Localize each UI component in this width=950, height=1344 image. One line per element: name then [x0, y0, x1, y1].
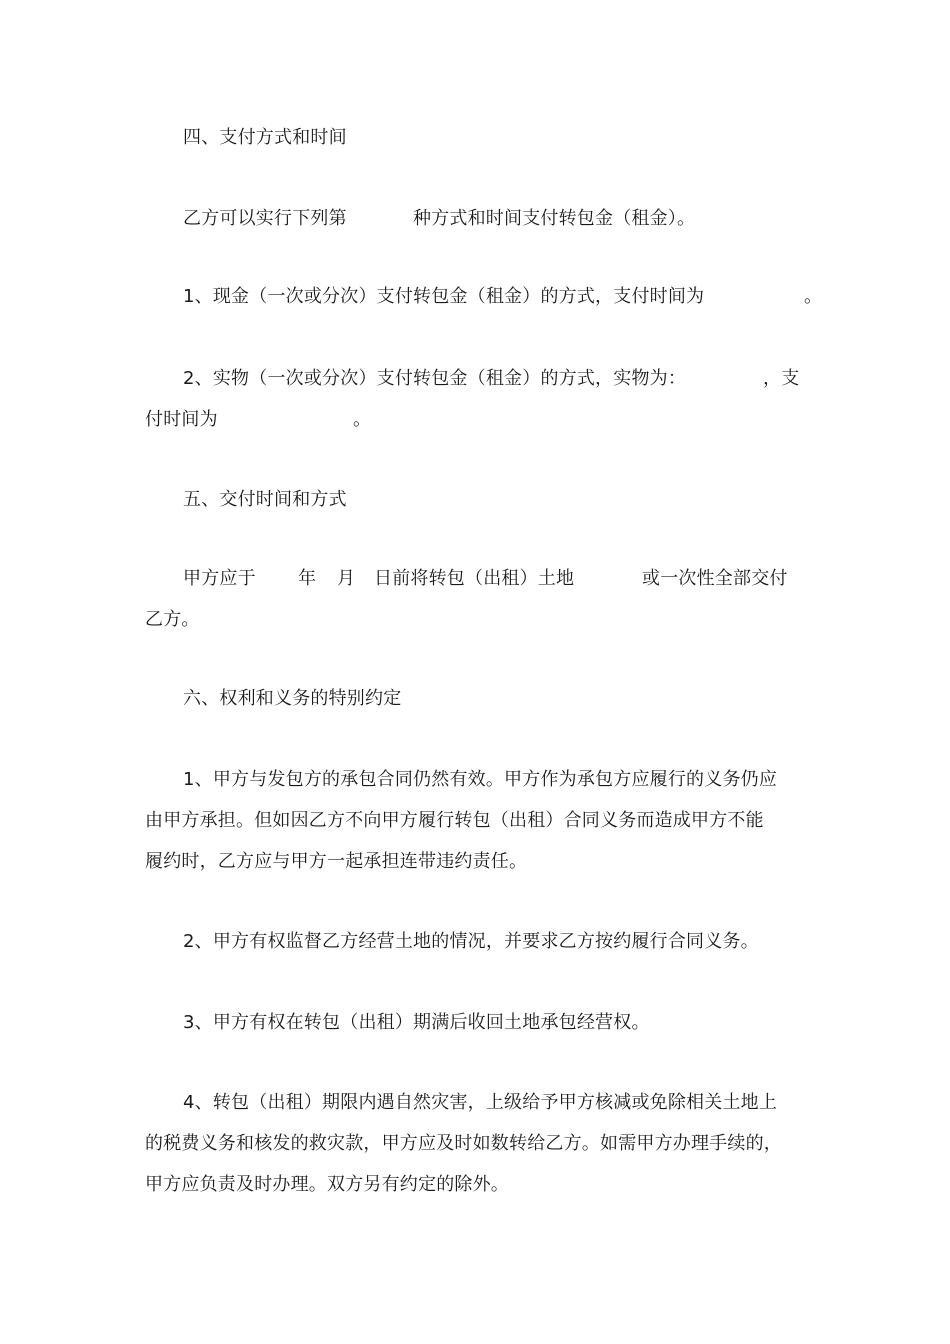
section-4-intro-part-b: 种方式和时间支付转包金（租金）。 [413, 208, 696, 229]
section-6-item-3: 3、甲方有权在转包（出租）期满后收回土地承包经营权。 [183, 1012, 650, 1033]
section-6-item-2: 2、甲方有权监督乙方经营土地的情况，并要求乙方按约履行合同义务。 [183, 931, 759, 952]
section-5-text-e: 或一次性全部交付 [642, 568, 788, 589]
section-4-intro-part-a: 乙方可以实行下列第 [183, 208, 347, 229]
section-5-day-text: 日前将转包（出租）土地 [374, 568, 575, 589]
section-4-item-2-line-2: 付时间为 [145, 409, 218, 430]
section-4-item-1-text: 1、现金（一次或分次）支付转包金（租金）的方式，支付时间为 [183, 286, 705, 307]
section-5-text-f: 乙方。 [145, 609, 200, 630]
section-6-item-1-line-1: 1、甲方与发包方的承包合同仍然有效。甲方作为承包方应履行的义务仍应 [183, 769, 778, 790]
section-5-month: 月 [337, 568, 356, 589]
section-6-item-1-line-3: 履约时，乙方应与甲方一起承担连带违约责任。 [145, 851, 528, 872]
section-4-heading: 四、支付方式和时间 [183, 127, 347, 148]
section-6-item-4-line-3: 甲方应负责及时办理。双方另有约定的除外。 [145, 1174, 509, 1195]
section-5-text-a: 甲方应于 [183, 568, 256, 589]
section-6-item-1-line-2: 由甲方承担。但如因乙方不向甲方履行转包（出租）合同义务而造成甲方不能 [145, 810, 764, 831]
section-5-heading: 五、交付时间和方式 [183, 489, 347, 510]
section-5-year: 年 [298, 568, 317, 589]
section-4-item-2-end: 。 [353, 409, 372, 430]
section-4-item-2-text: 2、实物（一次或分次）支付转包金（租金）的方式，实物为： [183, 368, 687, 389]
section-6-item-4-line-1: 4、转包（出租）期限内遇自然灾害，上级给予甲方核减或免除相关土地上 [183, 1092, 778, 1113]
section-4-item-2-continue: ，支 [763, 368, 800, 389]
section-6-heading: 六、权利和义务的特别约定 [183, 688, 402, 709]
section-6-item-4-line-2: 的税费义务和核发的救灾款，甲方应及时如数转给乙方。如需甲方办理手续的， [145, 1133, 782, 1154]
section-4-item-1-end: 。 [804, 286, 823, 307]
